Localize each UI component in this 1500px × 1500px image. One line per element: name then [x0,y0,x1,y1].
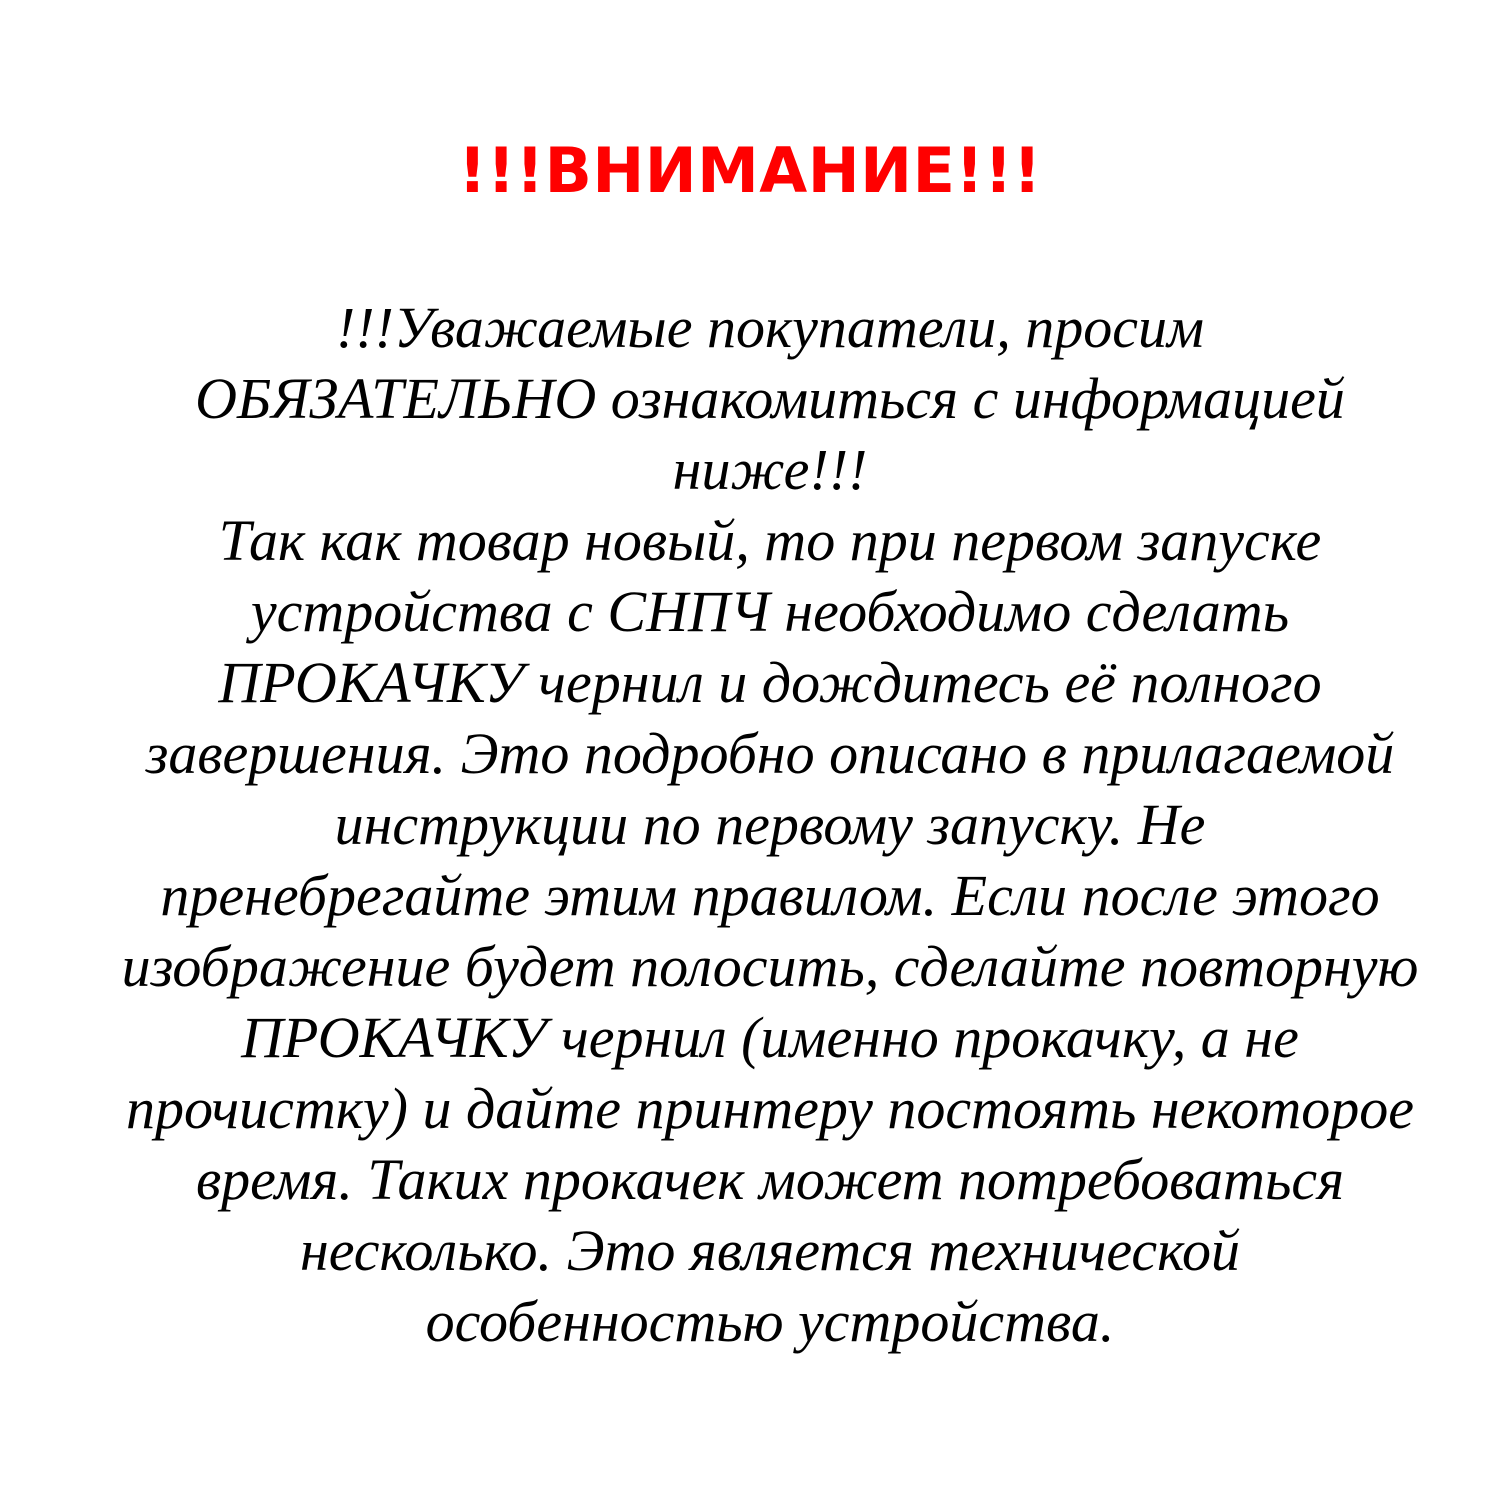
notice-line: ПРОКАЧКУ чернил и дождитесь её полного [218,650,1322,715]
notice-body [100,292,1440,1357]
notice-line: ПРОКАЧКУ чернил (именно прокачку, а не [241,1005,1299,1070]
notice-line: пренебрегайте этим правилом. Если после этого [160,863,1380,928]
notice-line: прочистку) и дайте принтеру постоять некоторое [125,1076,1414,1141]
notice-line: !!!Уважаемые покупатели, просим [335,295,1205,360]
notice-line: ниже!!! [672,437,868,502]
notice-line: особенностью устройства. [425,1289,1115,1354]
notice-line: инструкции по первому запуску. Не [334,792,1206,857]
notice-line: время. Таких прокачек может потребоваться [195,1147,1345,1212]
notice-line: Так как товар новый, то при первом запуске [218,508,1322,573]
notice-title: !!!ВНИМАНИЕ!!! [458,134,1042,207]
notice-line: изображение будет полосить, сделайте повторную [121,934,1419,999]
notice-line: несколько. Это является технической [299,1218,1241,1283]
notice-line: устройства с СНПЧ необходимо сделать [250,579,1290,644]
notice-line: ОБЯЗАТЕЛЬНО ознакомиться с информацией [195,366,1345,431]
notice-line: завершения. Это подробно описано в прилагаемой [145,721,1395,786]
